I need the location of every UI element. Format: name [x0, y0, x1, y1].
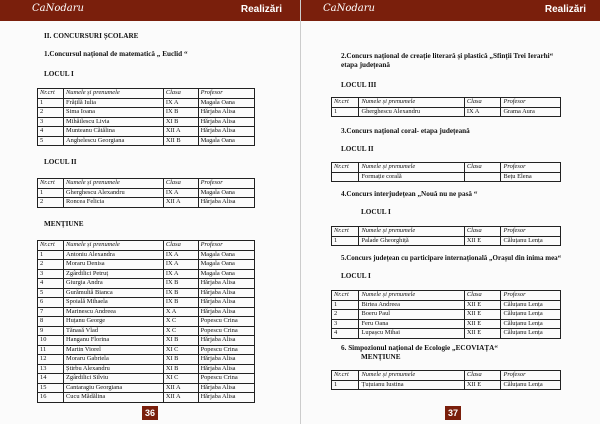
- table-cell: XII E: [464, 319, 501, 329]
- place-label: LOCUL I: [361, 208, 391, 216]
- place-label: MENȚIUNE: [44, 220, 84, 228]
- table-cell: Cucu Mădălina: [64, 393, 164, 403]
- table-cell: Magala Oana: [198, 188, 254, 198]
- column-header: Clasa: [163, 89, 198, 99]
- table-cell: Hărjaba Alisa: [198, 117, 254, 127]
- table-cell: Căluțanu Lența: [501, 380, 561, 390]
- table-cell: Mihăilescu Livia: [64, 117, 164, 127]
- table-cell: XII E: [464, 300, 501, 310]
- table-cell: 2: [332, 310, 359, 320]
- table-row: [332, 319, 561, 329]
- table-cell: Popescu Crina: [198, 345, 254, 355]
- column-header: Profesor: [198, 89, 254, 99]
- table-cell: Palade Gheorghiță: [359, 236, 464, 246]
- table-row: [332, 329, 561, 339]
- table-cell: IX B: [163, 288, 198, 298]
- table-row: [38, 355, 255, 365]
- table-cell: Căluțanu Lența: [501, 319, 561, 329]
- table-cell: 1: [332, 380, 359, 390]
- contest-title: 2.Concurs național de creație literară și plastică „Sfinții Trei Ierarhi“: [341, 52, 554, 60]
- table-cell: Giurgia Andra: [64, 279, 164, 289]
- table-cell: Gherghescu Alexandru: [64, 188, 164, 198]
- table-cell: Știrbu Alexandru: [64, 364, 164, 374]
- table-cell: X C: [163, 317, 198, 327]
- column-header: Clasa: [163, 179, 198, 189]
- header-title: Realizări: [544, 4, 586, 15]
- place-label: LOCUL III: [341, 81, 377, 89]
- results-table: [37, 240, 255, 403]
- table-cell: Magala Oana: [198, 260, 254, 270]
- brand-logo: CaNodaru: [32, 3, 84, 14]
- table-row: [38, 317, 255, 327]
- contest-subtitle: etapa județeană: [341, 61, 390, 69]
- table-cell: XII E: [464, 310, 501, 320]
- column-header: Profesor: [501, 291, 561, 301]
- table-cell: XI B: [163, 364, 198, 374]
- table-cell: 16: [38, 393, 64, 403]
- column-header: Profesor: [501, 371, 561, 381]
- table-row: [38, 136, 255, 146]
- table-cell: Zgârdilici Silviu: [64, 374, 164, 384]
- table-cell: XII A: [163, 393, 198, 403]
- table-row: [38, 108, 255, 118]
- table-cell: 3: [38, 117, 64, 127]
- table-row: [38, 298, 255, 308]
- table-cell: XII A: [163, 198, 198, 208]
- table-cell: 15: [38, 383, 64, 393]
- table-cell: Moraru Denisa: [64, 260, 164, 270]
- table-row: [38, 345, 255, 355]
- table-cell: X C: [163, 326, 198, 336]
- table-cell: Cantaragiu Georgiana: [64, 383, 164, 393]
- column-header: Nr.crt: [332, 291, 359, 301]
- column-header: Nr.crt: [332, 163, 359, 173]
- table-row: [38, 269, 255, 279]
- table-cell: XII E: [464, 329, 501, 339]
- contest-title: 6. Simpozionul național de Ecologie „ECOVIAȚA“: [341, 344, 498, 352]
- table-cell: 4: [38, 127, 64, 137]
- column-header: Profesor: [501, 163, 561, 173]
- table-header-row: [332, 371, 561, 381]
- table-cell: Moraru Gabriela: [64, 355, 164, 365]
- table-cell: XI C: [163, 345, 198, 355]
- table-cell: Căluțanu Lența: [501, 310, 561, 320]
- table-row: [38, 336, 255, 346]
- table-cell: Magala Oana: [198, 136, 254, 146]
- column-header: Profesor: [501, 227, 561, 237]
- column-header: Clasa: [464, 227, 501, 237]
- table-cell: Hărjaba Alisa: [198, 108, 254, 118]
- table-cell: Huțanu George: [64, 317, 164, 327]
- table-cell: XII A: [163, 383, 198, 393]
- column-header: Clasa: [163, 241, 198, 251]
- table-row: [38, 98, 255, 108]
- table-cell: Frățilă Iulia: [64, 98, 164, 108]
- table-row: [332, 107, 561, 117]
- table-row: [38, 279, 255, 289]
- table-cell: IX A: [163, 188, 198, 198]
- table-header-row: [38, 179, 255, 189]
- place-label: LOCUL II: [44, 158, 77, 166]
- contest-title: 5.Concurs județean cu participare internațională „Orașul din inima mea“: [341, 254, 562, 262]
- right-page-header: [301, 0, 600, 21]
- table-header-row: [332, 163, 561, 173]
- table-row: [38, 260, 255, 270]
- table-cell: Hărjaba Alisa: [198, 288, 254, 298]
- contest-title: 4.Concurs interjudețean „Nouă nu ne pasă “: [341, 190, 478, 198]
- table-row: [332, 380, 561, 390]
- table-cell: Căluțanu Lența: [501, 329, 561, 339]
- column-header: Numele și prenumele: [64, 241, 164, 251]
- contest-title: 3.Concurs național coral- etapa județeană: [341, 127, 470, 135]
- table-header-row: [38, 89, 255, 99]
- table-cell: 1: [332, 107, 359, 117]
- table-row: [38, 383, 255, 393]
- table-cell: Grama Aura: [501, 107, 561, 117]
- table-cell: Hărjaba Alisa: [198, 198, 254, 208]
- table-cell: 5: [38, 136, 64, 146]
- table-cell: 3: [332, 319, 359, 329]
- page-number: 36: [142, 406, 158, 420]
- column-header: Numele și prenumele: [64, 179, 164, 189]
- table-header-row: [332, 227, 561, 237]
- results-table: [331, 162, 561, 182]
- table-cell: Martin Viorel: [64, 345, 164, 355]
- table-cell: XII E: [464, 236, 501, 246]
- table-header-row: [332, 291, 561, 301]
- column-header: Profesor: [198, 241, 254, 251]
- column-header: Clasa: [464, 163, 501, 173]
- table-cell: 9: [38, 326, 64, 336]
- table-row: [332, 172, 561, 182]
- table-cell: 1: [332, 300, 359, 310]
- column-header: Nr.crt: [38, 179, 64, 189]
- table-cell: Feru Oana: [359, 319, 464, 329]
- table-cell: Hărjaba Alisa: [198, 393, 254, 403]
- table-cell: XI C: [163, 374, 198, 384]
- column-header: Nr.crt: [38, 241, 64, 251]
- column-header: Clasa: [464, 98, 501, 108]
- table-cell: Tănasă Vlad: [64, 326, 164, 336]
- results-table: [331, 370, 561, 390]
- brand-logo: CaNodaru: [323, 3, 375, 14]
- table-cell: IX A: [163, 250, 198, 260]
- table-cell: 2: [38, 260, 64, 270]
- table-cell: IX A: [163, 98, 198, 108]
- table-row: [38, 117, 255, 127]
- table-cell: Popescu Crina: [198, 317, 254, 327]
- table-cell: Hărjaba Alisa: [198, 364, 254, 374]
- table-cell: Hărjaba Alisa: [198, 279, 254, 289]
- header-title: Realizări: [240, 4, 282, 15]
- table-cell: Gherghescu Alexandru: [359, 107, 464, 117]
- table-cell: Munteanu Cătălina: [64, 127, 164, 137]
- column-header: Nr.crt: [332, 98, 359, 108]
- table-cell: Gurămultă Bianca: [64, 288, 164, 298]
- table-cell: XI B: [163, 336, 198, 346]
- column-header: Clasa: [464, 291, 501, 301]
- table-cell: 1: [332, 236, 359, 246]
- section-title: II. CONCURSURI ȘCOLARE: [44, 32, 139, 40]
- table-cell: X A: [163, 307, 198, 317]
- table-row: [38, 288, 255, 298]
- results-table: [331, 290, 561, 339]
- table-cell: 12: [38, 355, 64, 365]
- table-cell: XII B: [163, 136, 198, 146]
- table-cell: 1: [38, 188, 64, 198]
- table-cell: Formație corală: [359, 172, 464, 182]
- table-header-row: [38, 241, 255, 251]
- table-row: [38, 250, 255, 260]
- table-cell: Boeru Paul: [359, 310, 464, 320]
- column-header: Numele și prenumele: [359, 371, 464, 381]
- table-cell: Hanganu Florina: [64, 336, 164, 346]
- table-row: [332, 300, 561, 310]
- table-cell: 11: [38, 345, 64, 355]
- column-header: Numele și prenumele: [64, 89, 164, 99]
- table-row: [332, 236, 561, 246]
- column-header: Nr.crt: [38, 89, 64, 99]
- column-header: Clasa: [464, 371, 501, 381]
- column-header: Nr.crt: [332, 371, 359, 381]
- page-number: 37: [445, 406, 461, 420]
- column-header: Numele și prenumele: [359, 227, 464, 237]
- table-cell: Căluțanu Lența: [501, 300, 561, 310]
- table-cell: 4: [332, 329, 359, 339]
- table-row: [38, 326, 255, 336]
- table-cell: 6: [38, 298, 64, 308]
- table-cell: Hărjaba Alisa: [198, 383, 254, 393]
- table-cell: Hărjaba Alisa: [198, 127, 254, 137]
- table-row: [38, 198, 255, 208]
- table-cell: XI B: [163, 117, 198, 127]
- table-cell: 4: [38, 279, 64, 289]
- table-cell: Birtea Andreea: [359, 300, 464, 310]
- table-cell: IX B: [163, 279, 198, 289]
- table-cell: Bețu Elena: [501, 172, 561, 182]
- table-cell: XII A: [163, 127, 198, 137]
- column-header: Profesor: [198, 179, 254, 189]
- column-header: Numele și prenumele: [359, 163, 464, 173]
- table-cell: 2: [38, 108, 64, 118]
- table-cell: Hărjaba Alisa: [198, 307, 254, 317]
- table-cell: 13: [38, 364, 64, 374]
- table-cell: XI B: [163, 355, 198, 365]
- table-row: [38, 307, 255, 317]
- table-cell: Roncea Felicia: [64, 198, 164, 208]
- table-cell: Zgârdilici Petruț: [64, 269, 164, 279]
- table-cell: Anghelescu Georgiana: [64, 136, 164, 146]
- table-cell: 5: [38, 288, 64, 298]
- table-row: [38, 127, 255, 137]
- table-cell: Sima Ioana: [64, 108, 164, 118]
- table-cell: Țuțuianu Iustina: [359, 380, 464, 390]
- table-cell: Căluțanu Lența: [501, 236, 561, 246]
- table-cell: 2: [38, 198, 64, 208]
- table-row: [38, 364, 255, 374]
- table-header-row: [332, 98, 561, 108]
- column-header: Numele și prenumele: [359, 98, 464, 108]
- table-cell: 8: [38, 317, 64, 327]
- results-table: [37, 88, 255, 146]
- table-cell: IX A: [464, 107, 501, 117]
- results-table: [331, 97, 561, 117]
- table-cell: Popescu Crina: [198, 374, 254, 384]
- table-row: [332, 310, 561, 320]
- place-label: LOCUL I: [44, 70, 74, 78]
- table-cell: Antoniu Alexandra: [64, 250, 164, 260]
- table-cell: [464, 172, 501, 182]
- table-row: [38, 374, 255, 384]
- table-cell: Lupașcu Mihai: [359, 329, 464, 339]
- table-cell: 1: [38, 250, 64, 260]
- column-header: Numele și prenumele: [359, 291, 464, 301]
- table-cell: 3: [38, 269, 64, 279]
- table-cell: Popescu Crina: [198, 326, 254, 336]
- table-cell: Hărjaba Alisa: [198, 355, 254, 365]
- table-cell: Marinescu Andreea: [64, 307, 164, 317]
- table-cell: Hărjaba Alisa: [198, 298, 254, 308]
- place-label: MENȚIUNE: [361, 353, 401, 361]
- table-row: [38, 393, 255, 403]
- table-cell: Magala Oana: [198, 250, 254, 260]
- table-cell: Hărjaba Alisa: [198, 336, 254, 346]
- column-header: Nr.crt: [332, 227, 359, 237]
- table-cell: IX A: [163, 260, 198, 270]
- right-page: [300, 0, 600, 424]
- place-label: LOCUL II: [341, 145, 374, 153]
- table-cell: [332, 172, 359, 182]
- results-table: [37, 178, 255, 208]
- table-cell: Spoială Mihaela: [64, 298, 164, 308]
- table-cell: 7: [38, 307, 64, 317]
- table-cell: 10: [38, 336, 64, 346]
- table-cell: IX A: [163, 269, 198, 279]
- left-page-header: [0, 0, 300, 21]
- table-cell: IX B: [163, 108, 198, 118]
- table-cell: 14: [38, 374, 64, 384]
- table-cell: XII E: [464, 380, 501, 390]
- table-row: [38, 188, 255, 198]
- place-label: LOCUL I: [341, 272, 371, 280]
- column-header: Profesor: [501, 98, 561, 108]
- table-cell: IX B: [163, 298, 198, 308]
- contest-title: 1.Concursul național de matematică „ Euclid “: [44, 50, 188, 58]
- results-table: [331, 226, 561, 246]
- table-cell: 1: [38, 98, 64, 108]
- table-cell: Magala Oana: [198, 269, 254, 279]
- table-cell: Magala Oana: [198, 98, 254, 108]
